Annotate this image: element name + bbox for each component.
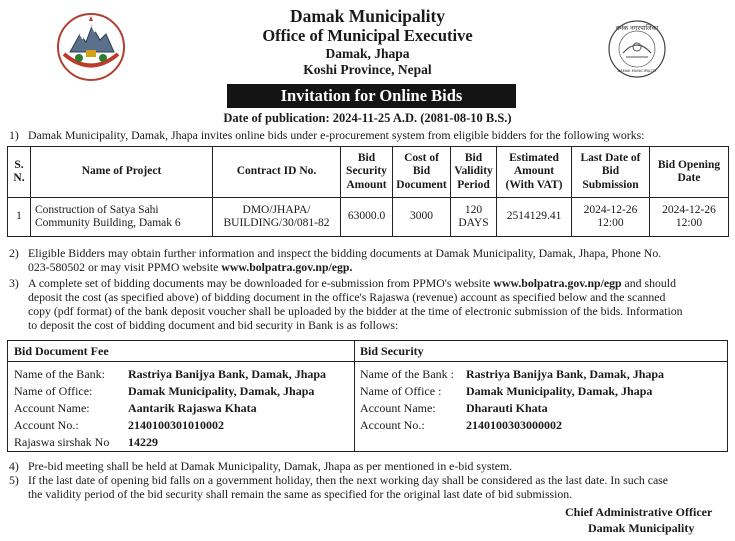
bank-box-horizontal-divider	[8, 361, 727, 362]
fee-label-sirshak: Rajaswa sirshak No	[14, 435, 110, 449]
bid-document-fee-title: Bid Document Fee	[14, 344, 109, 358]
cell-bid-security: 63000.0	[341, 198, 393, 237]
para-3-line-4: to deposit the cost of bidding document and bid security in Bank is as follows:	[28, 318, 399, 332]
col-header-cost-doc: Cost of Bid Document	[393, 147, 451, 198]
egp-link[interactable]: www.bolpatra.gov.np/egp	[493, 276, 622, 290]
office-location: Damak, Jhapa	[325, 46, 410, 61]
cell-cost-doc: 3000	[393, 198, 451, 237]
bank-details-box	[7, 340, 728, 452]
publication-date: Date of publication: 2024-11-25 A.D. (2081-08-10 B.S.)	[223, 111, 512, 125]
security-label-account-no: Account No.:	[360, 418, 425, 432]
para-3-line-3: copy (pdf format) of the bank deposit voucher shall be uploaded by the bidder at the time of electronic submission of the bids. Information	[28, 304, 683, 318]
security-value-account-no: 2140100303000002	[466, 418, 562, 432]
para-4-text: Pre-bid meeting shall be held at Damak Municipality, Damak, Jhapa as per mentioned in e-bid system.	[28, 459, 513, 473]
fee-value-bank: Rastriya Banijya Bank, Damak, Jhapa	[128, 367, 327, 381]
para-1-number: 1)	[9, 128, 19, 142]
cell-last-date: 2024-12-26 12:00	[572, 198, 650, 237]
fee-label-account-no: Account No.:	[14, 418, 79, 432]
para-3-line-2: deposit the cost (as specified above) of bidding document in the office's Rajaswa (revenue) account as specified below and the scanned	[28, 290, 666, 304]
office-name: Office of Municipal Executive	[262, 26, 473, 45]
signature-org: Damak Municipality	[588, 521, 695, 535]
signature-title: Chief Administrative Officer	[565, 505, 713, 519]
table-row	[8, 198, 729, 237]
fee-label-office: Name of Office:	[14, 384, 93, 398]
cell-opening-date: 2024-12-26 12:00	[650, 198, 729, 237]
col-header-validity: Bid Validity Period	[451, 147, 497, 198]
security-label-bank: Name of the Bank :	[360, 367, 454, 381]
cell-sn: 1	[8, 198, 31, 237]
para-3-line-1-text: A complete set of bidding documents may be downloaded for e-submission from PPMO's website	[28, 276, 494, 290]
para-5-line-2: the validity period of the bid security shall remain the same as specified for the original last date of bid submission.	[28, 487, 573, 501]
para-3-line-1-end: and should	[621, 276, 676, 290]
col-header-sn: S. N.	[8, 147, 31, 198]
seal-top-text: दमक नगरपालिका	[615, 24, 659, 32]
fee-value-account-name: Aantarik Rajaswa Khata	[128, 401, 257, 415]
bid-security-title: Bid Security	[360, 344, 424, 358]
col-header-contract-id: Contract ID No.	[213, 147, 341, 198]
fee-label-bank: Name of the Bank:	[14, 367, 105, 381]
seal-bottom-text: DAMAK MUNICIPALITY	[617, 69, 657, 73]
para-2-number: 2)	[9, 246, 19, 260]
col-header-bid-security: Bid Security Amount	[341, 147, 393, 198]
cell-contract-id: DMO/JHAPA/ BUILDING/30/081-82	[213, 198, 341, 237]
ppmo-link[interactable]: www.bolpatra.gov.np/egp.	[221, 260, 353, 274]
para-3-line-1	[28, 276, 733, 290]
municipality-name: Damak Municipality	[289, 6, 446, 26]
para-2-line-2	[28, 260, 733, 274]
cell-project: Construction of Satya Sahi Community Building, Damak 6	[31, 198, 213, 237]
para-2-line-2-text: 023-580502 or may visit PPMO website	[28, 260, 222, 274]
para-5-number: 5)	[9, 473, 19, 487]
fee-value-sirshak: 14229	[128, 435, 158, 449]
security-label-account-name: Account Name:	[360, 401, 436, 415]
para-2-line-1: Eligible Bidders may obtain further information and inspect the bidding documents at Damak Municipality, Damak, Jhapa, Phone No.	[28, 246, 662, 260]
para-4-number: 4)	[9, 459, 19, 473]
para-1-text: Damak Municipality, Damak, Jhapa invites online bids under e-procurement system from eligible bidders for the following works:	[28, 128, 645, 142]
security-value-office: Damak Municipality, Damak, Jhapa	[466, 384, 653, 398]
fee-value-account-no: 2140100301010002	[128, 418, 224, 432]
para-5-line-1: If the last date of opening bid falls on a government holiday, then the next working day shall be considered as the last date. In such case	[28, 473, 669, 487]
col-header-project: Name of Project	[31, 147, 213, 198]
province-name: Koshi Province, Nepal	[303, 62, 432, 77]
col-header-last-date: Last Date of Bid Submission	[572, 147, 650, 198]
cell-estimated: 2514129.41	[497, 198, 572, 237]
security-label-office: Name of Office :	[360, 384, 442, 398]
bank-box-vertical-divider	[354, 341, 355, 451]
fee-value-office: Damak Municipality, Damak, Jhapa	[128, 384, 315, 398]
bid-works-table	[7, 146, 729, 237]
security-value-bank: Rastriya Banijya Bank, Damak, Jhapa	[466, 367, 665, 381]
col-header-opening-date: Bid Opening Date	[650, 147, 729, 198]
col-header-estimated: Estimated Amount (With VAT)	[497, 147, 572, 198]
security-value-account-name: Dharauti Khata	[466, 401, 548, 415]
notice-title-banner: Invitation for Online Bids	[227, 84, 516, 108]
cell-validity: 120 DAYS	[451, 198, 497, 237]
para-3-number: 3)	[9, 276, 19, 290]
table-header-row	[8, 147, 729, 198]
fee-label-account-name: Account Name:	[14, 401, 90, 415]
